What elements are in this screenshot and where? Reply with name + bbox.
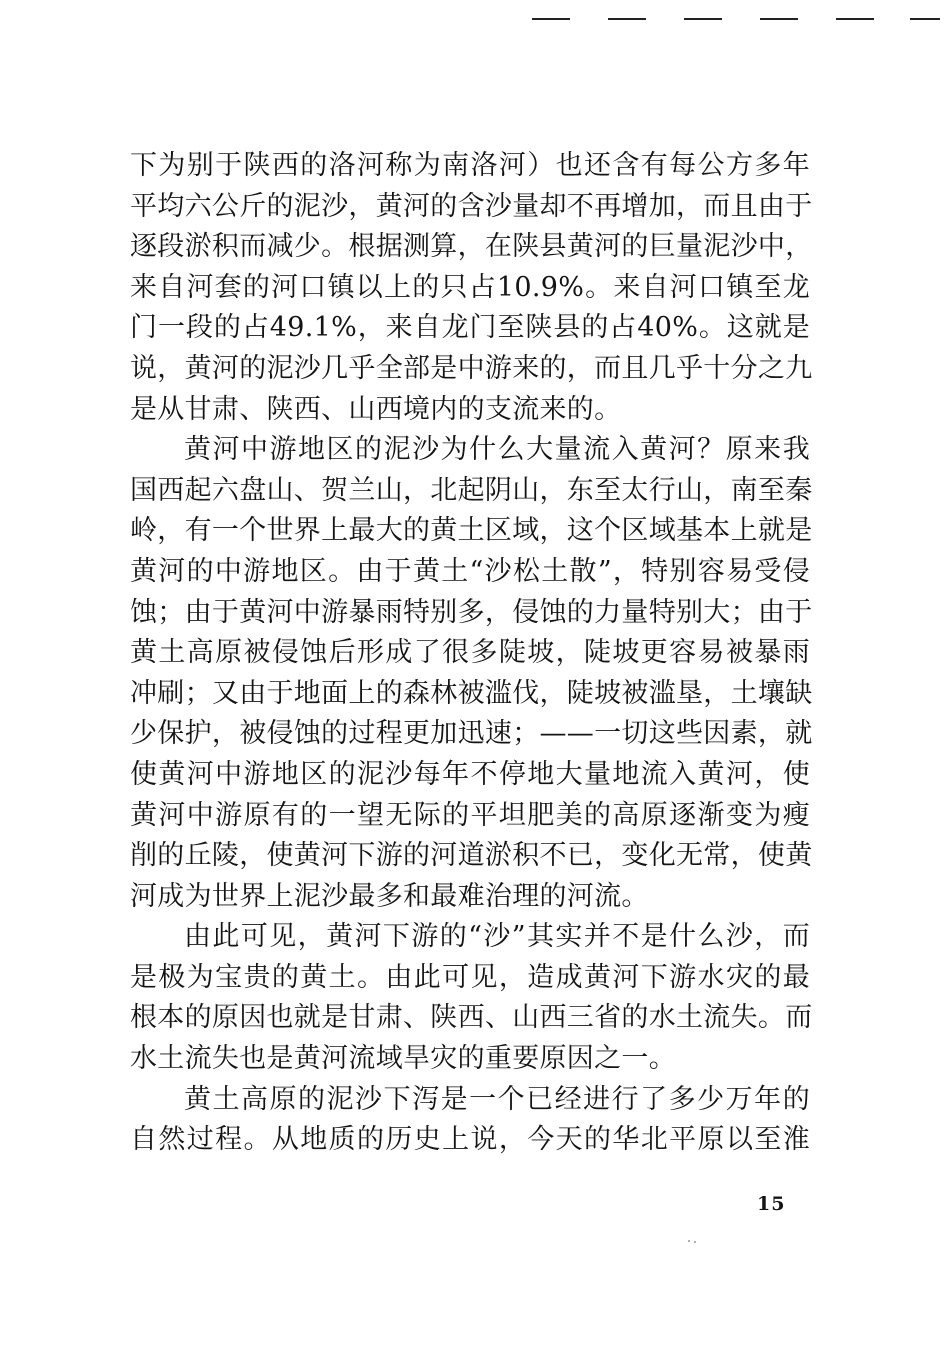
text-line: 是从甘肃、陕西、山西境内的支流来的。 xyxy=(130,393,622,425)
text-line: 国西起六盘山、贺兰山，北起阴山，东至太行山，南至秦 xyxy=(130,474,813,506)
text-line: 下为别于陕西的洛河称为南洛河）也还含有每公方多年 xyxy=(130,150,810,181)
scan-speck xyxy=(688,1240,690,1242)
text-line: 自然过程。从地质的历史上说，今天的华北平原以至淮 xyxy=(130,1124,810,1156)
text-line: 来自河套的河口镇以上的只占10.9%。来自河口镇至龙 xyxy=(130,271,810,303)
text-line: 黄河中游原有的一望无际的平坦肥美的高原逐渐变为瘦 xyxy=(130,799,810,831)
page-number: 15 xyxy=(757,1193,786,1215)
text-line: 河成为世界上泥沙最多和最难治理的河流。 xyxy=(130,880,649,912)
header-rule-segment xyxy=(836,18,874,20)
text-line: 说，黄河的泥沙几乎全部是中游来的，而且几乎十分之九 xyxy=(130,352,813,384)
header-rule-segment xyxy=(684,18,722,20)
text-line: 黄土高原被侵蚀后形成了很多陡坡，陡坡更容易被暴雨 xyxy=(130,637,810,669)
text-line: 由此可见，黄河下游的“沙”其实并不是什么沙，而 xyxy=(184,921,810,953)
body-text xyxy=(130,146,813,1161)
header-rule-segment xyxy=(608,18,646,20)
text-line: 逐段淤积而减少。根据测算，在陕县黄河的巨量泥沙中， xyxy=(130,231,813,263)
paragraph xyxy=(130,430,813,917)
text-line: 门一段的占49.1%，来自龙门至陕县的占40%。这就是 xyxy=(130,312,810,344)
text-line: 是极为宝贵的黄土。由此可见，造成黄河下游水灾的最 xyxy=(130,961,810,993)
text-line: 水土流失也是黄河流域旱灾的重要原因之一。 xyxy=(130,1043,676,1075)
scan-speck xyxy=(694,1241,696,1243)
paragraph xyxy=(130,146,813,430)
text-line: 黄河的中游地区。由于黄土“沙松土散”，特别容易受侵 xyxy=(130,555,810,587)
text-line: 削的丘陵，使黄河下游的河道淤积不已，变化无常，使黄 xyxy=(130,840,813,872)
header-rule-segment xyxy=(910,18,940,20)
text-line: 黄土高原的泥沙下泻是一个已经进行了多少万年的 xyxy=(184,1083,810,1115)
header-rule-segment xyxy=(532,18,570,20)
text-line: 使黄河中游地区的泥沙每年不停地大量地流入黄河，使 xyxy=(130,758,810,790)
text-line: 岭，有一个世界上最大的黄土区域，这个区域基本上就是 xyxy=(130,515,813,547)
paragraph xyxy=(130,1080,810,1161)
paragraph xyxy=(130,917,813,1079)
text-line: 根本的原因也就是甘肃、陕西、山西三省的水土流失。而 xyxy=(130,1002,813,1034)
text-line: 平均六公斤的泥沙，黄河的含沙量却不再增加，而且由于 xyxy=(130,190,813,222)
text-line: 黄河中游地区的泥沙为什么大量流入黄河？原来我 xyxy=(184,434,810,466)
text-line: 冲刷；又由于地面上的森林被滥伐，陡坡被滥垦，土壤缺 xyxy=(130,677,813,709)
text-line: 少保护，被侵蚀的过程更加迅速；——一切这些因素，就 xyxy=(130,718,813,750)
header-rule-segment xyxy=(760,18,798,20)
text-line: 蚀；由于黄河中游暴雨特别多，侵蚀的力量特别大；由于 xyxy=(130,596,813,628)
